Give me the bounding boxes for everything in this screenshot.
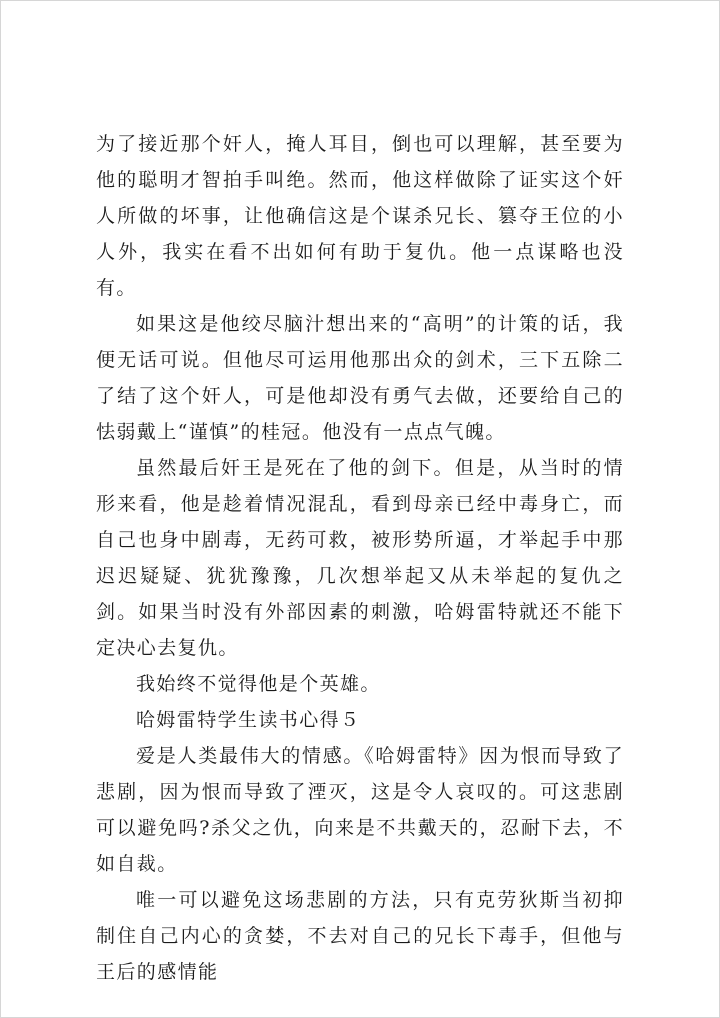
section-heading: 哈姆雷特学生读书心得５ [136, 709, 361, 731]
paragraph-1: 为了接近那个奸人，掩人耳目，倒也可以理解，甚至要为他的聪明才智拍手叫绝。然而，他这样做除了证实这个奸人所做的坏事，让他确信这是个谋杀兄长、篡夺王位的小人外，我实在看不出如何有助于复仇。他一点谋略也没有。 [96, 133, 624, 299]
paragraph-3: 虽然最后奸王是死在了他的剑下。但是，从当时的情形来看，他是趁着情况混乱，看到母亲已经中毒身亡，而自己也身中剧毒，无药可救，被形势所逼，才举起手中那迟迟疑疑、犹犹豫豫，几次想举起又从未举起的复仇之剑。如果当时没有外部因素的刺激，哈姆雷特就还不能下定决心去复仇。 [96, 457, 624, 659]
paragraph-6: 唯一可以避免这场悲剧的方法，只有克劳狄斯当初抑制住自己内心的贪婪，不去对自己的兄长下毒手，但他与王后的感情能 [96, 889, 624, 983]
paragraph-5: 爱是人类最伟大的情感。《哈姆雷特》因为恨而导致了悲剧，因为恨而导致了湮灭，这是令人哀叹的。可这悲剧可以避免吗?杀父之仇，向来是不共戴天的，忍耐下去，不如自裁。 [96, 745, 624, 875]
document-body [96, 126, 624, 990]
paragraph-4: 我始终不觉得他是个英雄。 [136, 673, 381, 695]
paragraph-2: 如果这是他绞尽脑汁想出来的“高明”的计策的话，我便无话可说。但他尽可运用他那出众的剑术，三下五除二了结了这个奸人，可是他却没有勇气去做，还要给自己的怯弱戴上“谨慎”的桂冠。他没有一点点气魄。 [96, 313, 624, 443]
